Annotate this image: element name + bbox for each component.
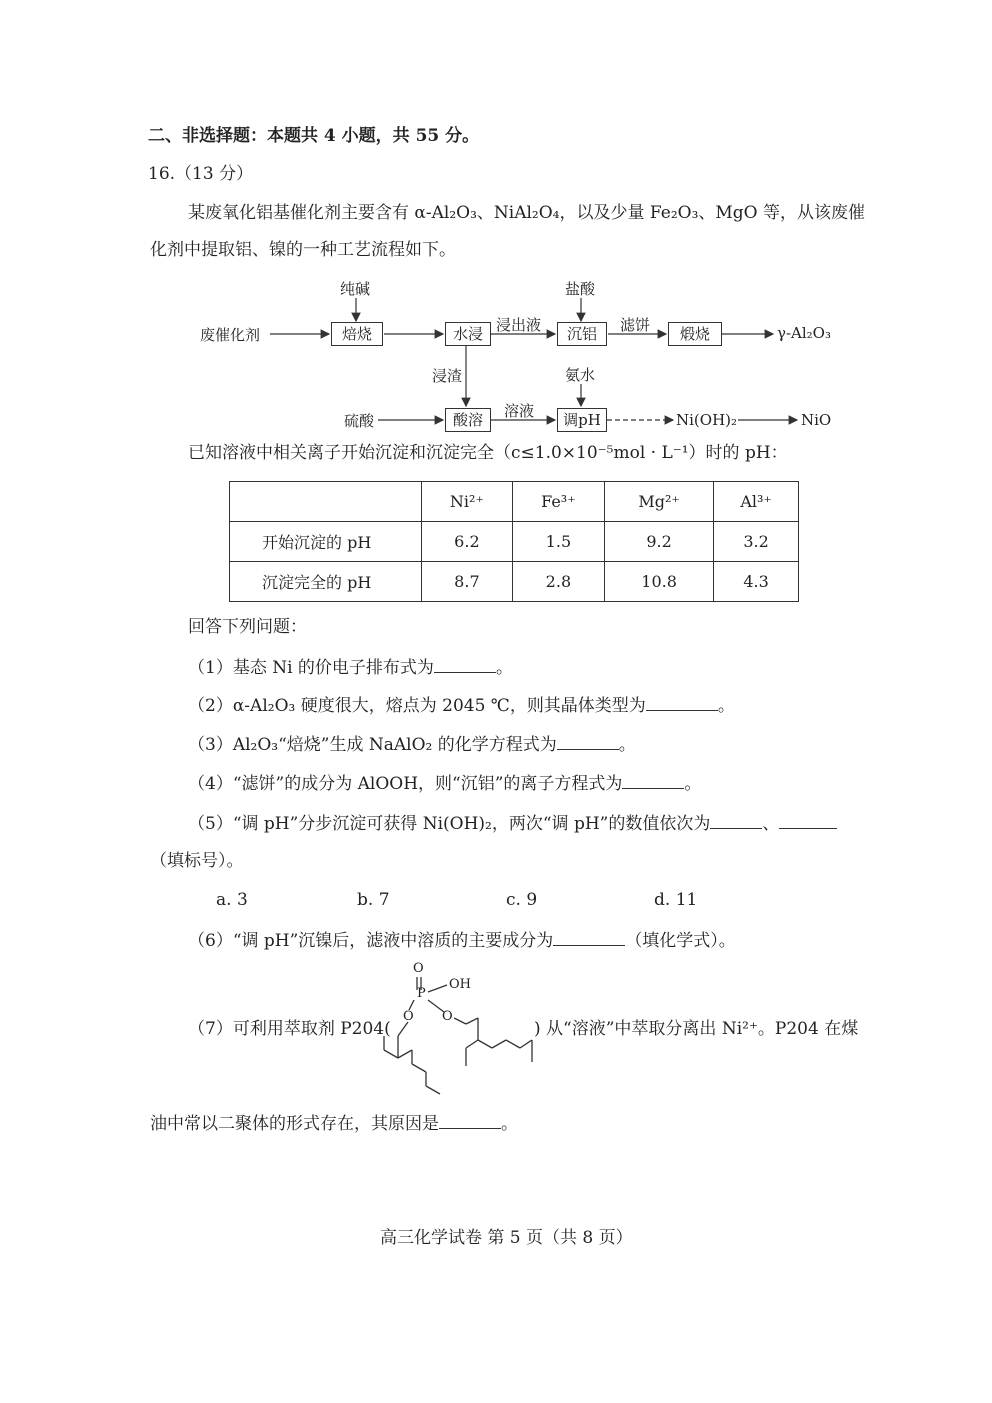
question-3-text: （3）Al₂O₃“焙烧”生成 NaAlO₂ 的化学方程式为: [188, 735, 557, 755]
answer-blank: [439, 1110, 501, 1129]
page-footer: 高三化学试卷 第 5 页（共 8 页）: [380, 1228, 633, 1248]
flow-hcl-label: 盐酸: [565, 280, 596, 298]
flow-box-calcine: 煅烧: [668, 322, 722, 346]
table-header-cell: Fe³⁺: [512, 482, 604, 522]
flow-box-precip-al: 沉铝: [557, 322, 607, 346]
flow-ammonia-label: 氨水: [565, 366, 596, 384]
option-d: d. 11: [654, 890, 698, 910]
table-cell: 10.8: [605, 562, 714, 602]
question-6-end: （填化学式）。: [625, 931, 736, 951]
table-header-cell: Al³⁺: [714, 482, 799, 522]
p204-o-right: O: [442, 1009, 453, 1024]
option-b: b. 7: [357, 890, 390, 910]
flow-leachate-label: 浸出液: [496, 316, 542, 334]
question-2-end: 。: [717, 696, 735, 716]
flow-ni-oh-label: Ni(OH)₂: [676, 411, 738, 429]
p204-p: P: [417, 986, 426, 1001]
question-7-start: （7）可利用萃取剂 P204(: [188, 1019, 391, 1039]
flow-start-label: 废催化剂: [200, 326, 261, 344]
table-cell: 6.2: [422, 522, 513, 562]
table-cell: 开始沉淀的 pH: [230, 522, 422, 562]
flow-box-adjust-ph: 调pH: [557, 408, 607, 432]
question-7-text: 油中常以二聚体的形式存在，其原因是: [150, 1114, 439, 1134]
table-cell: 沉淀完全的 pH: [230, 562, 422, 602]
known-conditions-text: 已知溶液中相关离子开始沉淀和沉淀完全（c≤1.0×10⁻⁵mol · L⁻¹）时的 pH：: [188, 443, 788, 463]
intro-line-2: 化剂中提取铝、镍的一种工艺流程如下。: [150, 240, 456, 260]
flow-box-water-leach: 水浸: [445, 322, 491, 346]
table-cell: 4.3: [714, 562, 799, 602]
question-7-mid: ) 从“溶液”中萃取分离出 Ni²⁺。P204 在煤: [534, 1019, 859, 1039]
flow-box-roast: 焙烧: [331, 322, 383, 346]
intro-line-1: 某废氧化铝基催化剂主要含有 α-Al₂O₃、NiAl₂O₄，以及少量 Fe₂O₃、MgO 等，从该废催: [188, 203, 866, 223]
question-2-text: （2）α-Al₂O₃ 硬度很大，熔点为 2045 ℃，则其晶体类型为: [188, 696, 646, 716]
flow-filter-cake-label: 滤饼: [620, 316, 651, 334]
answer-prompt: 回答下列问题：: [188, 617, 307, 637]
question-3-end: 。: [618, 735, 636, 755]
question-1-end: 。: [495, 658, 513, 678]
option-c: c. 9: [506, 890, 538, 910]
p204-o-top: O: [413, 961, 424, 976]
flow-product-al-label: γ-Al₂O₃: [777, 324, 831, 342]
flow-box-acid-dissolve: 酸溶: [445, 408, 491, 432]
p204-oh: OH: [449, 977, 471, 992]
question-1-text: （1）基态 Ni 的价电子排布式为: [188, 658, 434, 678]
flow-nio-label: NiO: [801, 411, 832, 429]
table-cell: 2.8: [512, 562, 604, 602]
question-6-text: （6）“调 pH”沉镍后，滤液中溶质的主要成分为: [188, 931, 554, 951]
table-cell: 9.2: [605, 522, 714, 562]
flow-soda-ash-label: 纯碱: [340, 280, 371, 298]
option-a: a. 3: [216, 890, 248, 910]
question-7-line-2: [150, 1110, 518, 1136]
table-cell: 3.2: [714, 522, 799, 562]
question-5-line-2: （填标号）。: [150, 851, 244, 871]
question-5-text: （5）“调 pH”分步沉淀可获得 Ni(OH)₂，两次“调 pH”的数值依次为: [188, 814, 711, 834]
table-cell: 8.7: [422, 562, 513, 602]
section-title: 二、非选择题：本题共 4 小题，共 55 分。: [148, 126, 480, 146]
table-cell: 1.5: [512, 522, 604, 562]
p204-o-left: O: [403, 1009, 414, 1024]
flow-solution-label: 溶液: [504, 402, 535, 420]
table-header-cell: Mg²⁺: [605, 482, 714, 522]
table-header-cell: Ni²⁺: [422, 482, 513, 522]
question-7-end: 。: [501, 1114, 518, 1134]
question-number: 16.（13 分）: [148, 164, 254, 184]
flow-h2so4-label: 硫酸: [344, 412, 375, 430]
question-4-end: 。: [684, 774, 702, 794]
flow-residue-label: 浸渣: [432, 367, 463, 385]
question-5-sep: 、: [762, 814, 780, 834]
question-4-text: （4）“滤饼”的成分为 AlOOH，则“沉铝”的离子方程式为: [188, 774, 623, 794]
